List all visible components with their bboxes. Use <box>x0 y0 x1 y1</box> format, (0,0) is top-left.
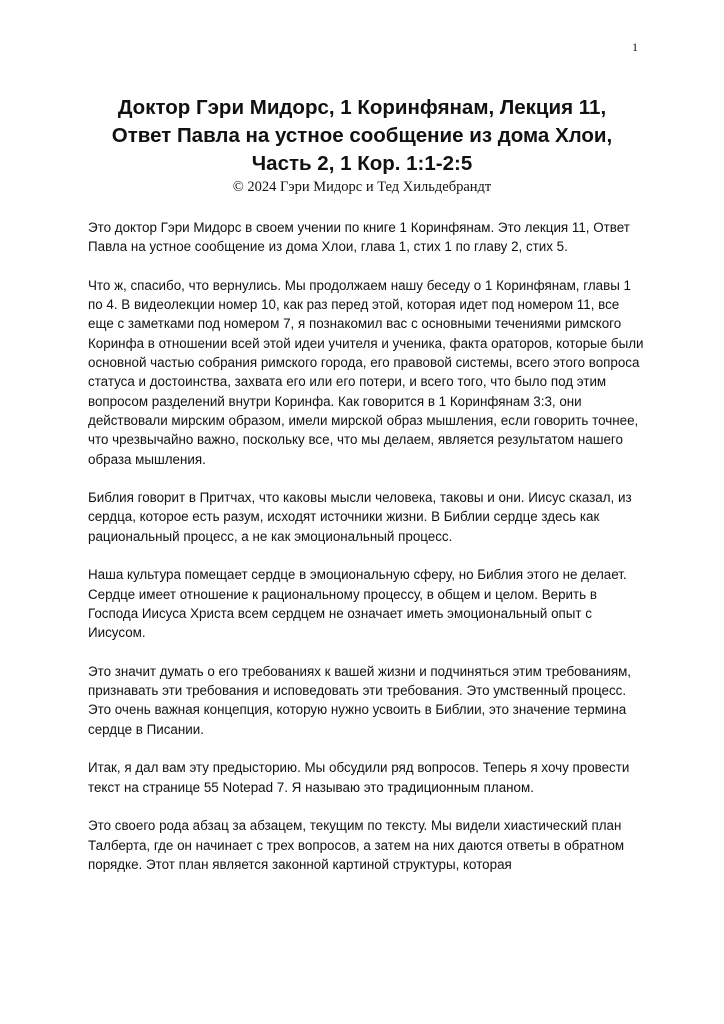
body-text <box>88 218 644 893</box>
paragraph: Что ж, спасибо, что вернулись. Мы продолжаем нашу беседу о 1 Коринфянам, главы 1 по 4. В видеолекции номер 10, как раз перед этой, которая идет под номером 11, все еще с заметками под номером 7, я познакомил вас с основными течениями римского Коринфа в отношении всей этой идеи учителя и ученика, факта ораторов, которые были основной частью собрания римского города, его правовой системы, всего этого вопроса статуса и достоинства, захвата его или его потери, и всего того, что было под этим вопросом разделений внутри Коринфа. Как говорится в 1 Коринфянам 3:3, они действовали мирским образом, имели мирской образ мышления, если говорить точнее, что чрезвычайно важно, поскольку все, что мы делаем, является результатом нашего образа мышления. <box>88 277 644 467</box>
document-title <box>40 94 684 178</box>
paragraph: Наша культура помещает сердце в эмоциональную сферу, но Библия этого не делает. Сердце имеет отношение к рациональному процессу, в общем и целом. Верить в Господа Иисуса Христа всем сердцем не означает иметь эмоциональный опыт с Иисусом. <box>88 567 627 641</box>
copyright-line: © 2024 Гэри Мидорс и Тед Хильдебрандт <box>232 179 492 195</box>
paragraph: Это значит думать о его требованиях к вашей жизни и подчиняться этим требованиям, признавать эти требования и исповедовать эти требования. Это умственный процесс. Это очень важная концепция, которую нужно усвоить в Библии, это значение термина сердце в Писании. <box>88 663 632 737</box>
paragraph: Это доктор Гэри Мидорс в своем учении по книге 1 Коринфянам. Это лекция 11, Ответ Павла на устное сообщение из дома Хлои, глава 1, стих 1 по главу 2, стих 5. <box>88 220 630 255</box>
paragraph: Библия говорит в Притчах, что каковы мысли человека, таковы и они. Иисус сказал, из сердца, которое есть разум, исходят источники жизни. В Библии сердце здесь как рациональный процесс, а не как эмоциональный процесс. <box>88 490 632 544</box>
title-line-2: Ответ Павла на устное сообщение из дома Хлои, <box>111 124 613 147</box>
paragraph: Это своего рода абзац за абзацем, текущим по тексту. Мы видели хиастический план Талберта, где он начинает с трех вопросов, а затем на них даются ответы в обратном порядке. Этот план является законной картиной структуры, которая <box>88 818 625 872</box>
title-line-3: Часть 2, 1 Кор. 1:1-2:5 <box>251 152 473 175</box>
paragraph: Итак, я дал вам эту предысторию. Мы обсудили ряд вопросов. Теперь я хочу провести текст на странице 55 Notepad 7. Я называю это традиционным планом. <box>88 760 630 795</box>
title-line-1: Доктор Гэри Мидорс, 1 Коринфянам, Лекция 11, <box>117 96 607 119</box>
page-number: 1 <box>632 40 638 54</box>
